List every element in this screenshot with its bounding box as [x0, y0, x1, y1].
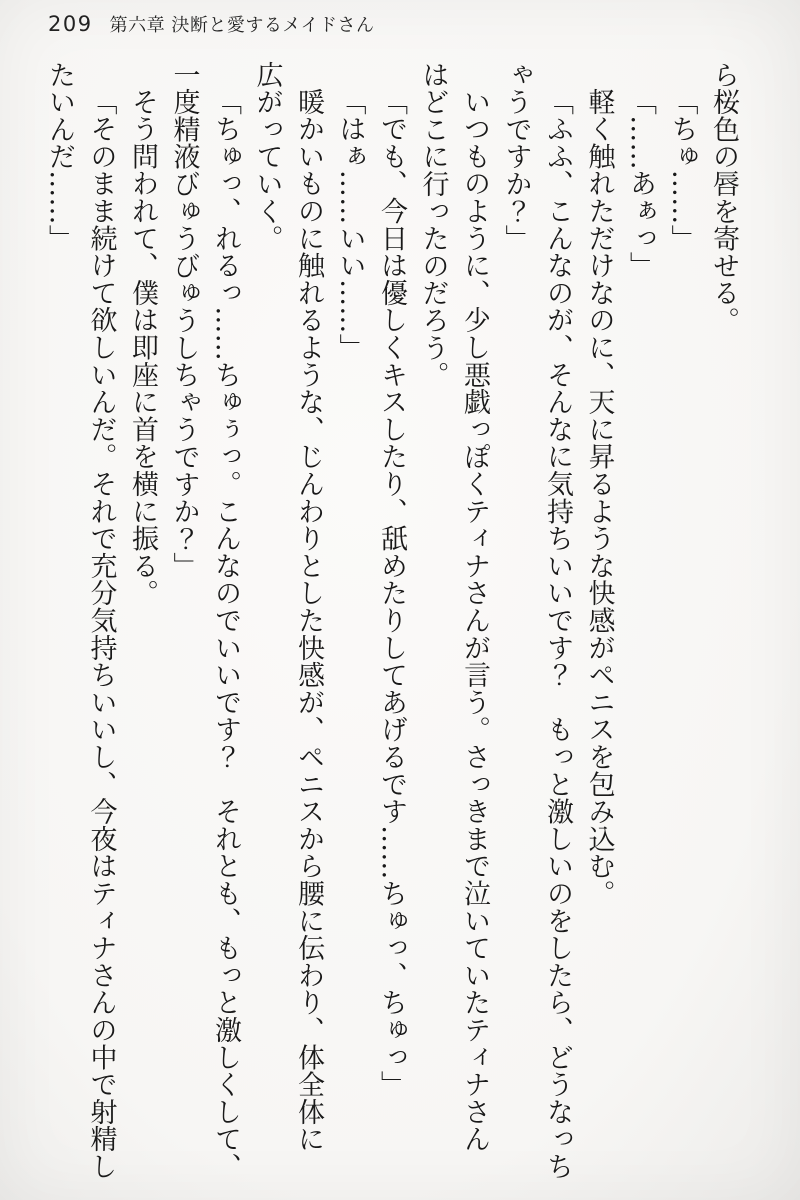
text-column: 暖かいものに触れるような、じんわりとした快感が、ペニスから腰に伝わり、体全体に — [293, 88, 324, 1153]
text-column: 「ちゅっ、れるっ……ちゅぅっ。こんなのでいいです？ それとも、もっと激しくして、 — [210, 88, 241, 1180]
text-column: 「ふふ、こんなのが、そんなに気持ちいいです？ もっと激しいのをしたら、どうなっち — [542, 88, 573, 1180]
text-column: 「でも、今日は優しくキスしたり、舐めたりしてあげるです……ちゅっ、ちゅっ」 — [376, 88, 407, 1099]
text-column: 「はぁ……いい……」 — [334, 88, 366, 361]
text-column: 広がっていく。 — [251, 61, 283, 253]
text-column: ゃうですか？」 — [500, 61, 532, 253]
chapter-title: 第六章 決断と愛するメイドさん — [109, 15, 375, 36]
text-column: ら桜色の唇を寄せる。 — [708, 61, 739, 334]
page-number: 209 — [48, 12, 93, 36]
text-column: はどこに行ったのだろう。 — [417, 61, 449, 389]
text-column: 「ちゅ……」 — [666, 88, 698, 252]
text-column: たいんだ……」 — [44, 61, 75, 253]
text-column: 「そのまま続けて欲しいんだ。それで充分気持ちいいし、今夜はティナさんの中で射精し — [85, 88, 117, 1180]
page-header — [48, 11, 374, 37]
text-column: いつものように、少し悪戯っぽくティナさんが言う。さっきまで泣いていたティナさん — [459, 88, 490, 1153]
text-column: 軽く触れただけなのに、天に昇るような快感がペニスを包み込む。 — [583, 88, 615, 907]
text-column: 一度精液びゅうびゅうしちゃうですか？」 — [168, 61, 200, 580]
body-text — [39, 61, 745, 1181]
text-column: そう問われて、僕は即座に首を横に振る。 — [127, 88, 158, 607]
text-column: 「……あぁっ」 — [625, 88, 656, 280]
